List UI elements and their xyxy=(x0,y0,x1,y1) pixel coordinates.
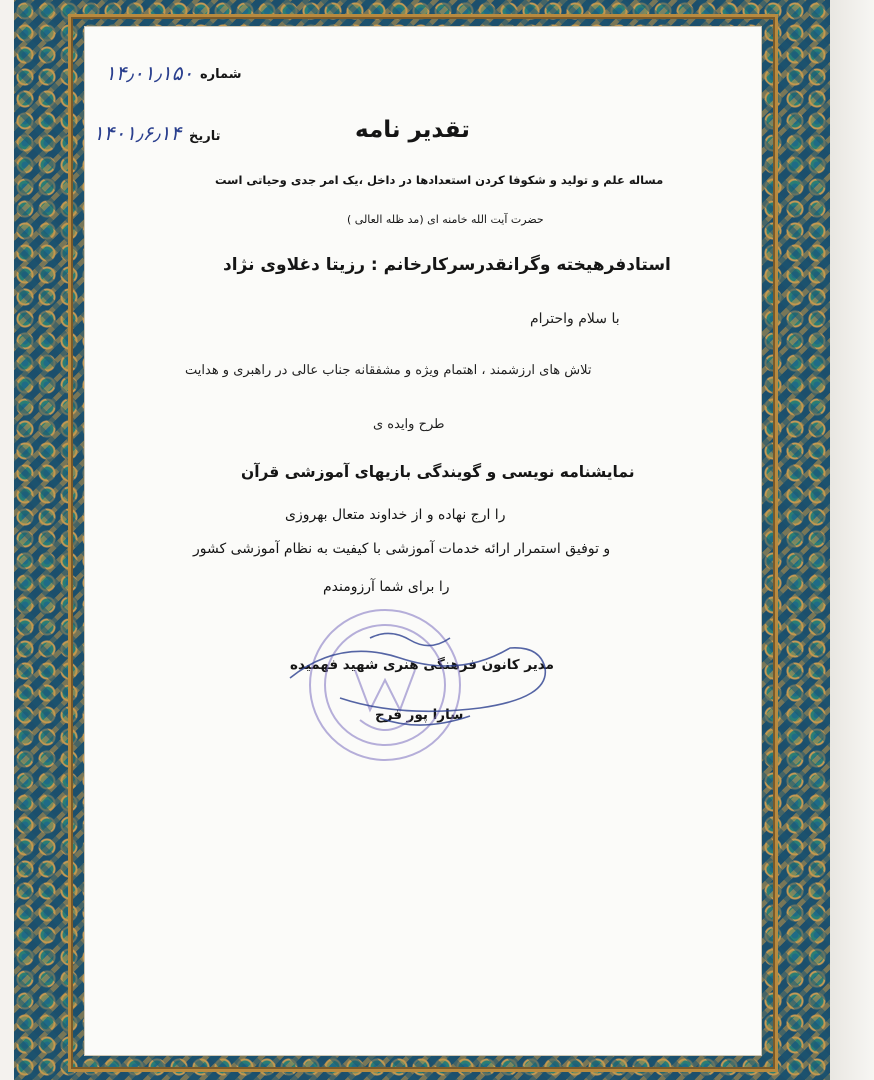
signer-name: سارا پور فرح xyxy=(375,707,464,723)
closing-line-2: و توفیق استمرار ارائه خدمات آموزشی با کیفیت به نظام آموزشی کشور xyxy=(193,541,611,557)
date-value: ۱۴۰۱٫۶٫۱۴ xyxy=(93,121,182,145)
number-label: شماره xyxy=(200,67,242,82)
quote-author: حضرت آیت الله خامنه ای (مد ظله العالی ) xyxy=(347,213,544,226)
signature-scribble xyxy=(280,618,560,738)
quote-text: مساله علم و تولید و شکوفا کردن استعدادها در داخل ،یک امر جدی وحیاتی است xyxy=(215,173,664,187)
closing-line-1: را ارج نهاده و از خداوند متعال بهروزی xyxy=(285,507,506,523)
body-line-1: تلاش های ارزشمند ، اهتمام ویژه و مشفقانه جناب عالی در راهبری و هدایت xyxy=(185,363,592,378)
body-line-2: طرح وایده ی xyxy=(373,417,445,432)
signer-title: مدیر کانون فرهنگی هنری شهید فهمیده xyxy=(290,657,554,673)
date-label: تاریخ xyxy=(189,129,221,144)
page-margin xyxy=(830,0,874,1080)
closing-line-3: را برای شما آرزومندم xyxy=(323,579,450,595)
certificate-paper xyxy=(84,26,762,1056)
certificate-title: تقدیر نامه xyxy=(355,117,470,143)
greeting: با سلام واحترام xyxy=(530,311,620,327)
number-value: ۱۴٫۰۱٫۱۵۰ xyxy=(105,61,194,85)
recipient-line: استادفرهیخته وگرانقدرسرکارخانم : رزیتا دغلاوی نژاد xyxy=(223,255,671,275)
project-title: نمایشنامه نویسی و گویندگی بازیهای آموزشی قرآن xyxy=(241,463,635,481)
